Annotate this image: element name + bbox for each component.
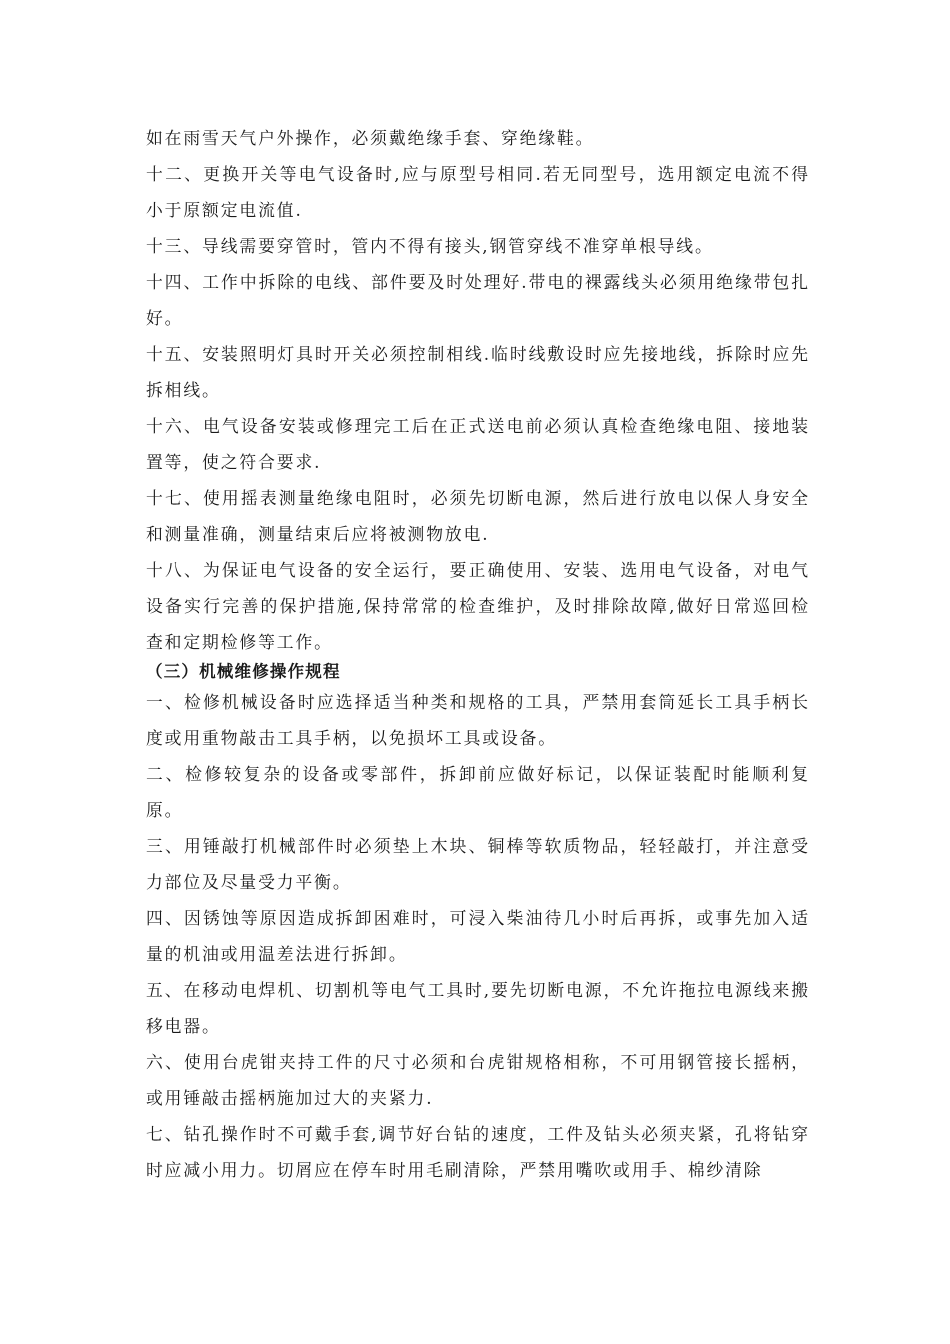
paragraph-17-megger: 十七、使用摇表测量绝缘电阻时，必须先切断电源，然后进行放电以保人身安全和测量准确，测量结束后应将被测物放电. — [146, 488, 810, 544]
paragraph-2-marking: 二、检修较复杂的设备或零部件，拆卸前应做好标记，以保证装配时能顺利复原。 — [146, 764, 810, 820]
paragraph-6-vise: 六、使用台虎钳夹持工件的尺寸必须和台虎钳规格相称，不可用钢管接长摇柄，或用锤敲击摇柄施加过大的夹紧力. — [146, 1052, 810, 1108]
paragraph-13-conduit: 十三、导线需要穿管时，管内不得有接头,钢管穿线不准穿单根导线。 — [146, 236, 714, 256]
section-heading: （三）机械维修操作规程 — [146, 662, 341, 681]
paragraph-16-inspection: 十六、电气设备安装或修理完工后在正式送电前必须认真检查绝缘电阻、接地装置等，使之符合要求. — [146, 416, 810, 472]
paragraph-rain-snow: 如在雨雪天气户外操作，必须戴绝缘手套、穿绝缘鞋。 — [146, 128, 595, 148]
document-page — [146, 120, 810, 1188]
paragraph-18-safe-operation: 十八、为保证电气设备的安全运行，要正确使用、安装、选用电气设备，对电气设备实行完善的保护措施,保持常常的检查维护，及时排除故障,做好日常巡回检查和定期检修等工作。 — [146, 560, 810, 652]
paragraph-7-drilling: 七、钻孔操作时不可戴手套,调节好台钻的速度，工件及钻头必须夹紧，孔将钻穿时应减小用力。切屑应在停车时用毛刷清除，严禁用嘴吹或用手、棉纱清除 — [146, 1124, 810, 1180]
paragraph-1-tools: 一、检修机械设备时应选择适当种类和规格的工具，严禁用套筒延长工具手柄长度或用重物敲击工具手柄，以免损坏工具或设备。 — [146, 692, 810, 748]
paragraph-14-removed-wires: 十四、工作中拆除的电线、部件要及时处理好.带电的裸露线头必须用绝缘带包扎好。 — [146, 272, 810, 328]
paragraph-4-rust: 四、因锈蚀等原因造成拆卸困难时，可浸入柴油待几小时后再拆，或事先加入适量的机油或用温差法进行拆卸。 — [146, 908, 810, 964]
paragraph-5-welder: 五、在移动电焊机、切割机等电气工具时,要先切断电源，不允许拖拉电源线来搬移电器。 — [146, 980, 810, 1036]
paragraph-15-lighting: 十五、安装照明灯具时开关必须控制相线.临时线敷设时应先接地线，拆除时应先拆相线。 — [146, 344, 810, 400]
paragraph-12-replace-switch: 十二、更换开关等电气设备时,应与原型号相同.若无同型号，选用额定电流不得小于原额定电流值. — [146, 164, 810, 220]
paragraph-3-hammer: 三、用锤敲打机械部件时必须垫上木块、铜棒等软质物品，轻轻敲打，并注意受力部位及尽量受力平衡。 — [146, 836, 810, 892]
